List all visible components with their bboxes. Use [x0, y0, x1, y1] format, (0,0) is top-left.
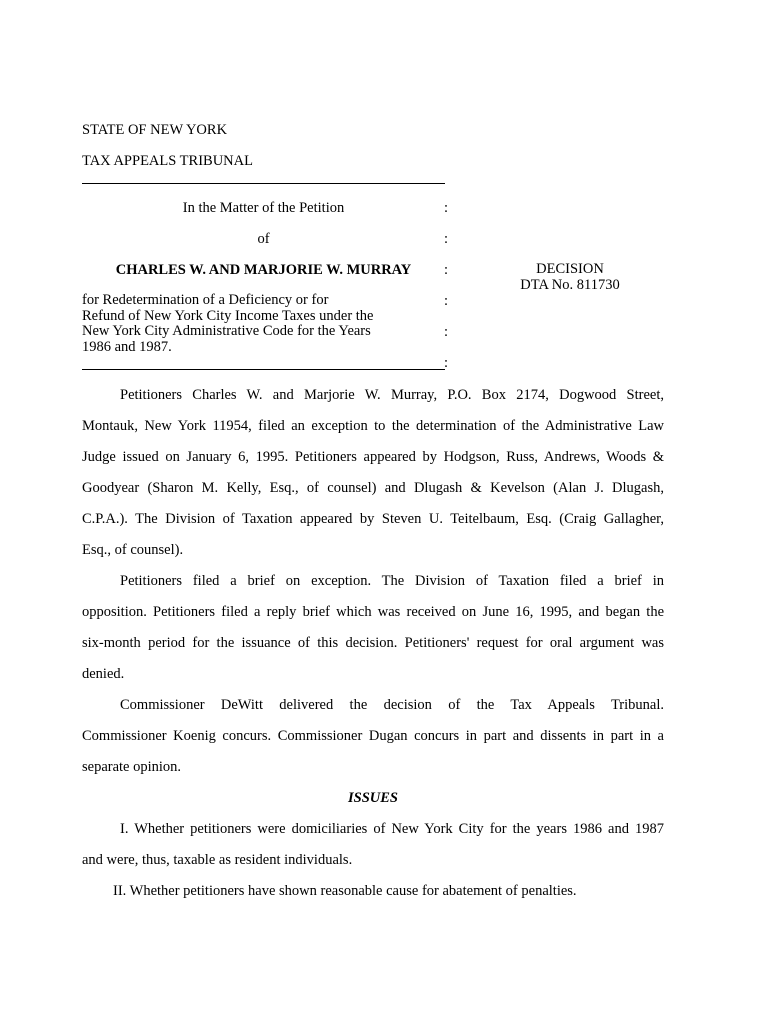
purpose-line: New York City Administrative Code for the Years	[82, 323, 371, 340]
paragraph-line: six-month period for the issuance of this decision. Petitioners' request for oral argument was	[82, 635, 664, 651]
paragraph-line: Goodyear (Sharon M. Kelly, Esq., of counsel) and Dlugash & Kevelson (Alan J. Dlugash,	[82, 480, 664, 496]
matter-line: In the Matter of the Petition	[182, 200, 345, 216]
caption-bottom-rule	[82, 369, 445, 370]
issue-line: and were, thus, taxable as resident individuals.	[82, 852, 353, 868]
paragraph-line: Montauk, New York 11954, filed an exception to the determination of the Administrative Law	[82, 418, 664, 434]
paragraph-line: Commissioner Koenig concurs. Commissioner Dugan concurs in part and dissents in part in a	[82, 728, 664, 744]
issue-two: II. Whether petitioners have shown reasonable cause for abatement of penalties.	[113, 883, 577, 899]
paragraph-line: opposition. Petitioners filed a reply brief which was received on June 16, 1995, and began the	[82, 604, 664, 620]
paragraph-line: separate opinion.	[82, 759, 182, 775]
caption-colon: :	[444, 355, 449, 371]
paragraph-line: Judge issued on January 6, 1995. Petitioners appeared by Hodgson, Russ, Andrews, Woods &	[82, 449, 664, 465]
caption-purpose	[82, 293, 374, 355]
tribunal-heading: TAX APPEALS TRIBUNAL	[82, 153, 253, 169]
paragraph-line: denied.	[82, 666, 125, 682]
dta-number: DTA No. 811730	[520, 276, 620, 293]
caption-colon: :	[444, 293, 449, 309]
paragraph-commissioners	[82, 690, 664, 783]
caption-colon: :	[444, 200, 449, 216]
purpose-line: for Redetermination of a Deficiency or for	[82, 292, 329, 308]
of-line: of	[257, 231, 270, 247]
issues-heading: ISSUES	[348, 790, 398, 806]
paragraph-line: Petitioners Charles W. and Marjorie W. Murray, P.O. Box 2174, Dogwood Street,	[120, 387, 664, 403]
issue-line: I. Whether petitioners were domiciliaries of New York City for the years 1986 and 1987	[120, 821, 664, 837]
paragraph-briefs	[82, 566, 664, 690]
decision-label: DECISION	[536, 261, 604, 277]
caption-colon: :	[444, 262, 449, 278]
paragraph-line: C.P.A.). The Division of Taxation appeared by Steven U. Teitelbaum, Esq. (Craig Gallagher,	[82, 511, 664, 527]
caption-colon: :	[444, 324, 449, 340]
paragraph-line: Commissioner DeWitt delivered the decision of the Tax Appeals Tribunal.	[120, 697, 664, 713]
issue-one	[82, 814, 664, 876]
caption-top-rule	[82, 183, 445, 184]
petitioners-name: CHARLES W. AND MARJORIE W. MURRAY	[115, 262, 412, 278]
purpose-line: 1986 and 1987.	[82, 338, 172, 355]
paragraph-appearances	[82, 380, 664, 566]
paragraph-line: Esq., of counsel).	[82, 542, 184, 558]
purpose-line: Refund of New York City Income Taxes under the	[82, 307, 374, 324]
state-heading: STATE OF NEW YORK	[82, 122, 228, 138]
caption-colon: :	[444, 231, 449, 247]
decision-block	[490, 262, 650, 293]
paragraph-line: Petitioners filed a brief on exception. The Division of Taxation filed a brief in	[120, 573, 664, 589]
